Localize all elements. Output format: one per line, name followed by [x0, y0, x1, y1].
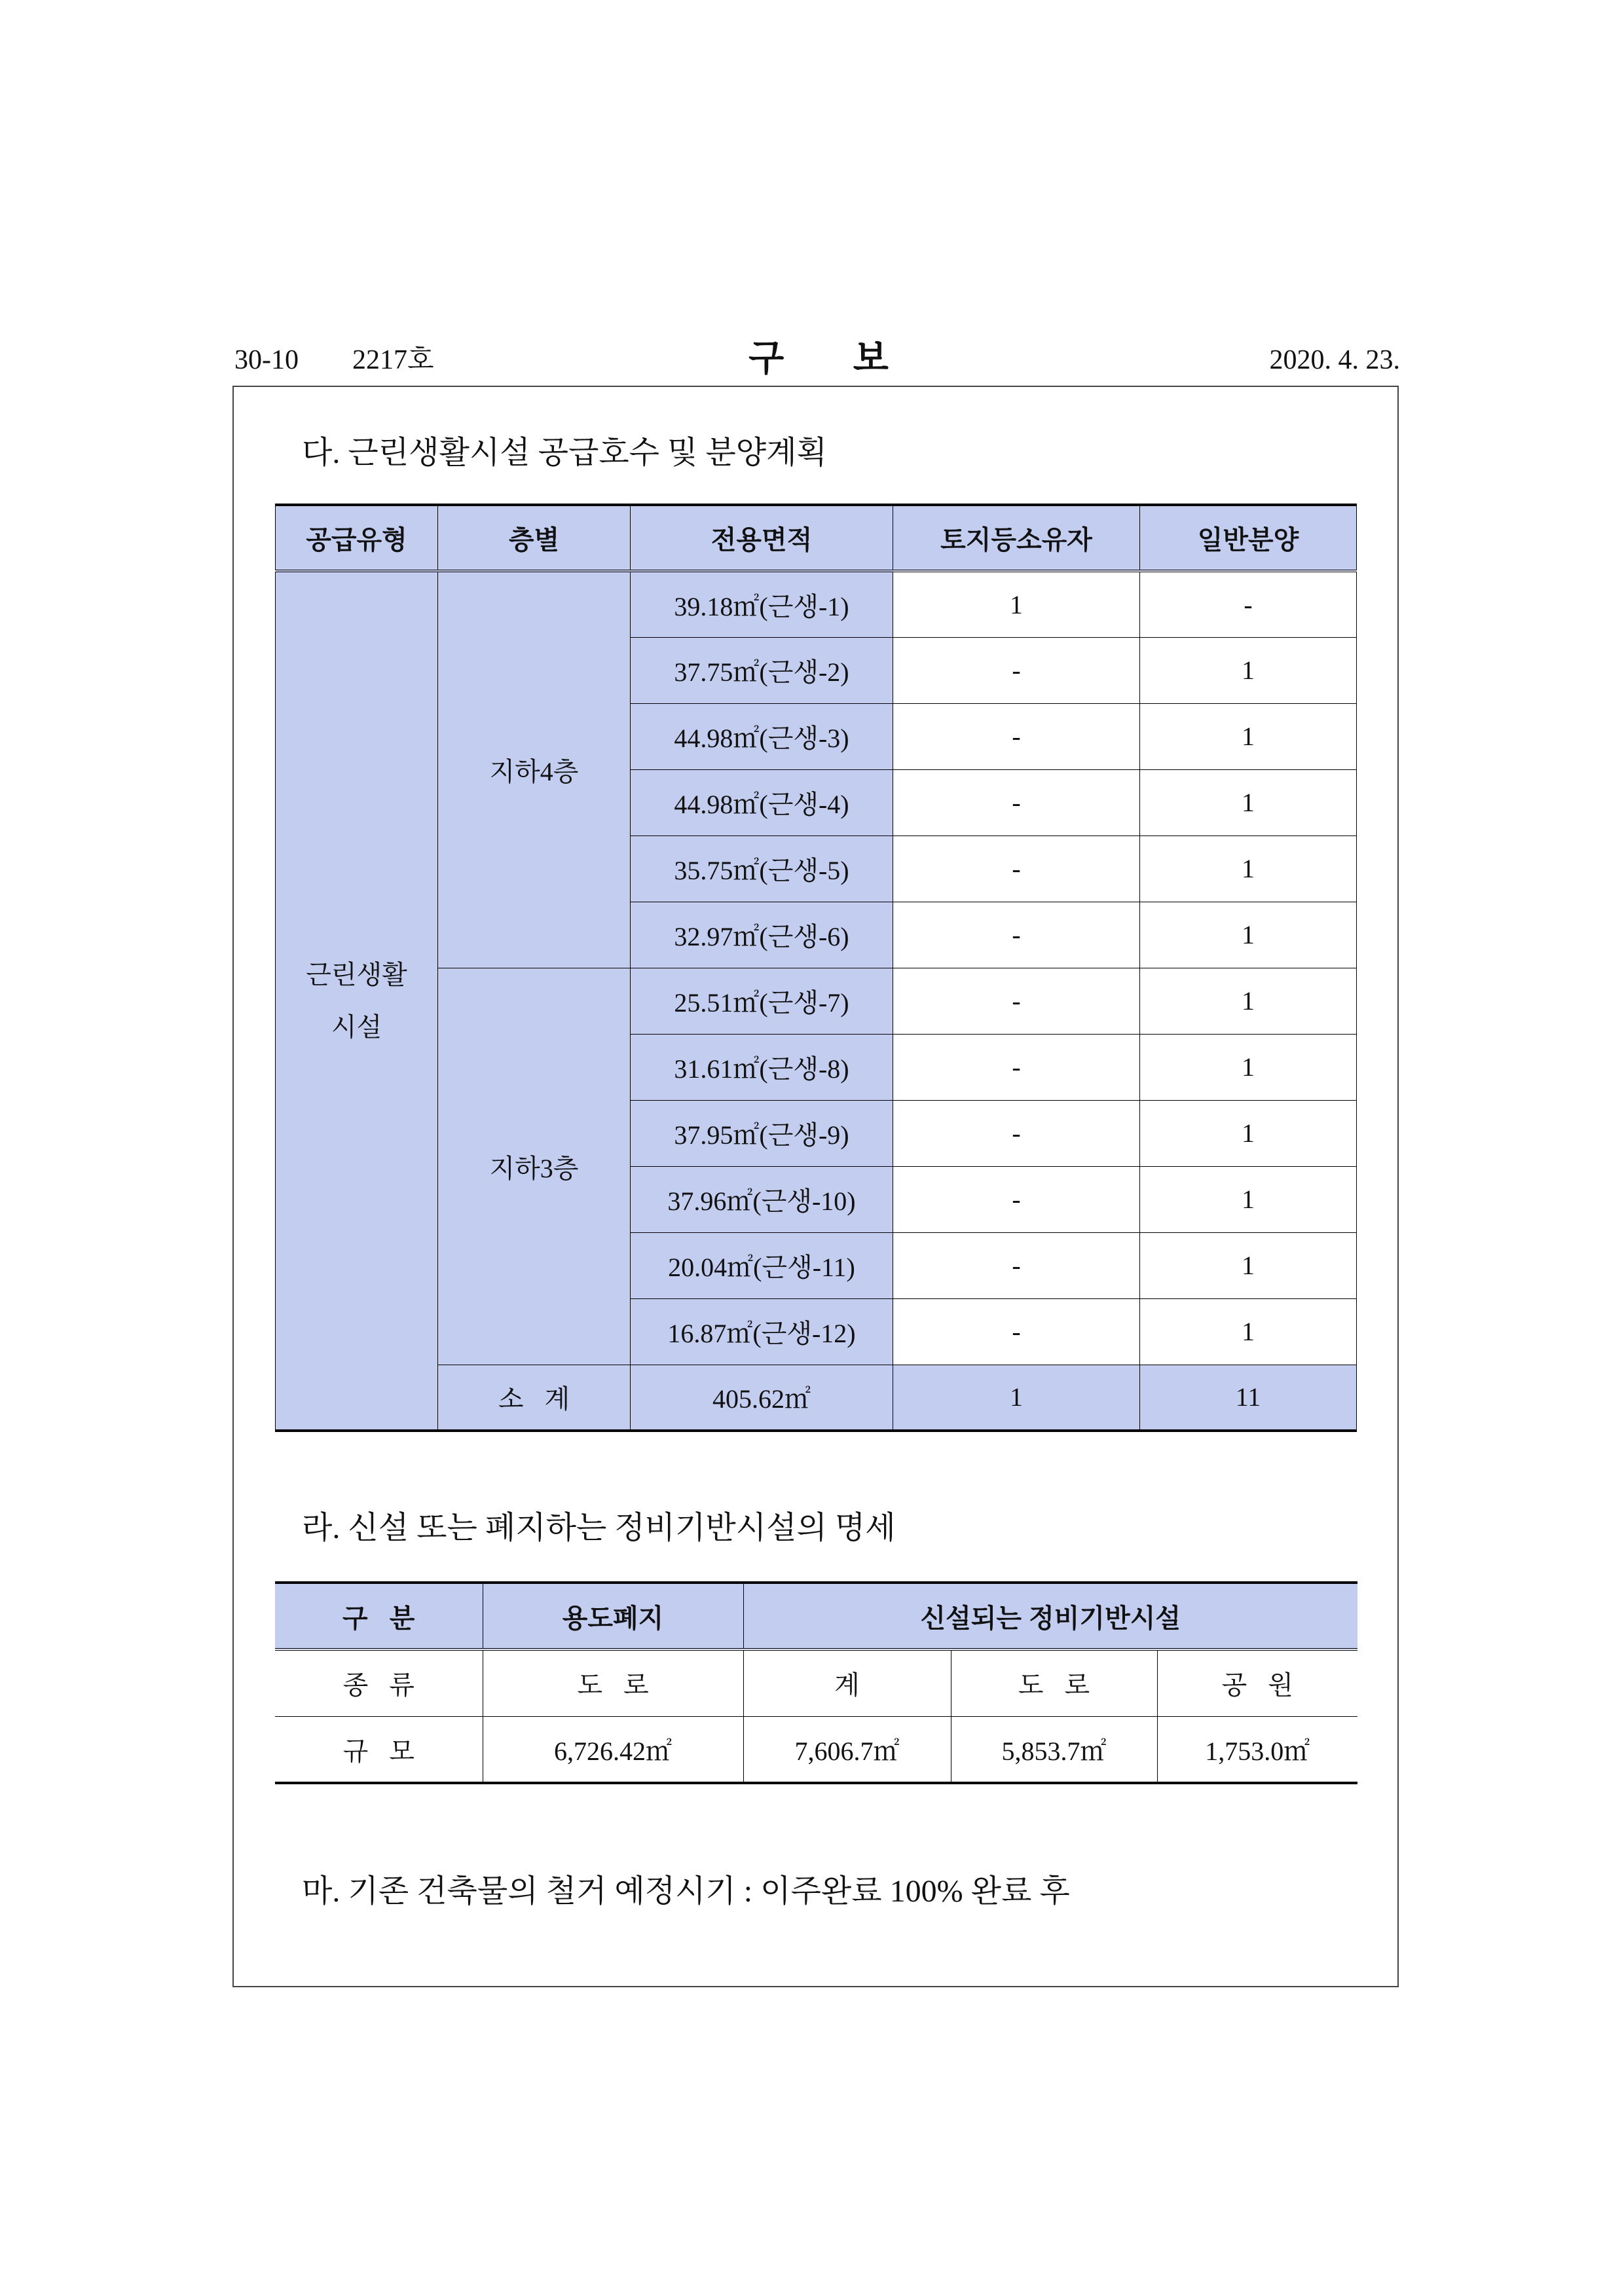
table-row	[276, 571, 1357, 637]
section-heading-ra: 라. 신설 또는 폐지하는 정비기반시설의 명세	[302, 1511, 896, 1545]
area-cell: 39.18㎡(근생-1)	[631, 571, 893, 637]
owner-count-cell: -	[893, 637, 1140, 703]
supply-type-line: 근린생활	[306, 959, 407, 989]
subtotal-row	[276, 1365, 1357, 1431]
owner-count-cell: -	[893, 769, 1140, 835]
column-header-floor: 층별	[438, 505, 631, 571]
owner-count-cell: -	[893, 968, 1140, 1034]
section-heading-da: 다. 근린생활시설 공급호수 및 분양계획	[302, 435, 827, 470]
area-cell: 44.98㎡(근생-3)	[631, 703, 893, 769]
general-sale-cell: 1	[1140, 968, 1357, 1034]
table-cell: 6,726.42㎡	[483, 1716, 743, 1783]
area-cell: 25.51㎡(근생-7)	[631, 968, 893, 1034]
row-label-type: 종 류	[275, 1649, 483, 1716]
area-cell: 35.75㎡(근생-5)	[631, 835, 893, 902]
table-cell: 도 로	[951, 1649, 1157, 1716]
column-header-category: 구 분	[275, 1583, 483, 1649]
general-sale-cell: 1	[1140, 1232, 1357, 1298]
column-header-new-infrastructure: 신설되는 정비기반시설	[743, 1583, 1357, 1649]
section-heading-ma: 마. 기존 건축물의 철거 예정시기 : 이주완료 100% 완료 후	[302, 1874, 1070, 1909]
gazette-title: 구 보	[748, 337, 889, 378]
owner-count-cell: 1	[893, 571, 1140, 637]
owner-count-cell: -	[893, 1166, 1140, 1232]
supply-type-cell	[276, 571, 438, 1431]
general-sale-cell: 1	[1140, 1034, 1357, 1100]
area-cell: 37.95㎡(근생-9)	[631, 1100, 893, 1166]
general-sale-cell: 1	[1140, 703, 1357, 769]
general-sale-cell: -	[1140, 571, 1357, 637]
owner-count-cell: -	[893, 1298, 1140, 1365]
table-header-row	[276, 505, 1357, 571]
supply-plan-table	[275, 504, 1357, 1432]
issue-number: 2217호	[352, 345, 434, 375]
general-sale-cell: 1	[1140, 1166, 1357, 1232]
subtotal-area: 405.62㎡	[631, 1365, 893, 1431]
table-cell: 도 로	[483, 1649, 743, 1716]
page-reference: 30-10	[234, 345, 299, 375]
area-cell: 37.75㎡(근생-2)	[631, 637, 893, 703]
supply-type-line: 시설	[331, 1012, 382, 1042]
area-cell: 20.04㎡(근생-11)	[631, 1232, 893, 1298]
table-cell: 공 원	[1157, 1649, 1357, 1716]
subtotal-general-sale: 11	[1140, 1365, 1357, 1431]
row-label-scale: 규 모	[275, 1716, 483, 1783]
table-cell: 1,753.0㎡	[1157, 1716, 1357, 1783]
owner-count-cell: -	[893, 835, 1140, 902]
floor-cell: 지하4층	[438, 571, 631, 968]
column-header-exclusive-area: 전용면적	[631, 505, 893, 571]
area-cell: 31.61㎡(근생-8)	[631, 1034, 893, 1100]
general-sale-cell: 1	[1140, 1100, 1357, 1166]
owner-count-cell: -	[893, 902, 1140, 968]
area-cell: 37.96㎡(근생-10)	[631, 1166, 893, 1232]
column-header-landowners: 토지등소유자	[893, 505, 1140, 571]
subtotal-label: 소 계	[438, 1365, 631, 1431]
column-header-supply-type: 공급유형	[276, 505, 438, 571]
table-row	[275, 1649, 1357, 1716]
owner-count-cell: -	[893, 1034, 1140, 1100]
column-header-general-sale: 일반분양	[1140, 505, 1357, 571]
area-cell: 16.87㎡(근생-12)	[631, 1298, 893, 1365]
owner-count-cell: -	[893, 1100, 1140, 1166]
infrastructure-table	[275, 1581, 1357, 1784]
table-cell: 계	[743, 1649, 951, 1716]
general-sale-cell: 1	[1140, 902, 1357, 968]
owner-count-cell: -	[893, 703, 1140, 769]
table-cell: 7,606.7㎡	[743, 1716, 951, 1783]
general-sale-cell: 1	[1140, 637, 1357, 703]
subtotal-owner-count: 1	[893, 1365, 1140, 1431]
area-cell: 32.97㎡(근생-6)	[631, 902, 893, 968]
column-header-abolished: 용도폐지	[483, 1583, 743, 1649]
general-sale-cell: 1	[1140, 835, 1357, 902]
table-header-row	[275, 1583, 1357, 1649]
publication-date: 2020. 4. 23.	[1269, 345, 1400, 375]
area-cell: 44.98㎡(근생-4)	[631, 769, 893, 835]
table-cell: 5,853.7㎡	[951, 1716, 1157, 1783]
floor-cell: 지하3층	[438, 968, 631, 1365]
table-row	[275, 1716, 1357, 1783]
general-sale-cell: 1	[1140, 769, 1357, 835]
owner-count-cell: -	[893, 1232, 1140, 1298]
table-row	[276, 968, 1357, 1034]
general-sale-cell: 1	[1140, 1298, 1357, 1365]
